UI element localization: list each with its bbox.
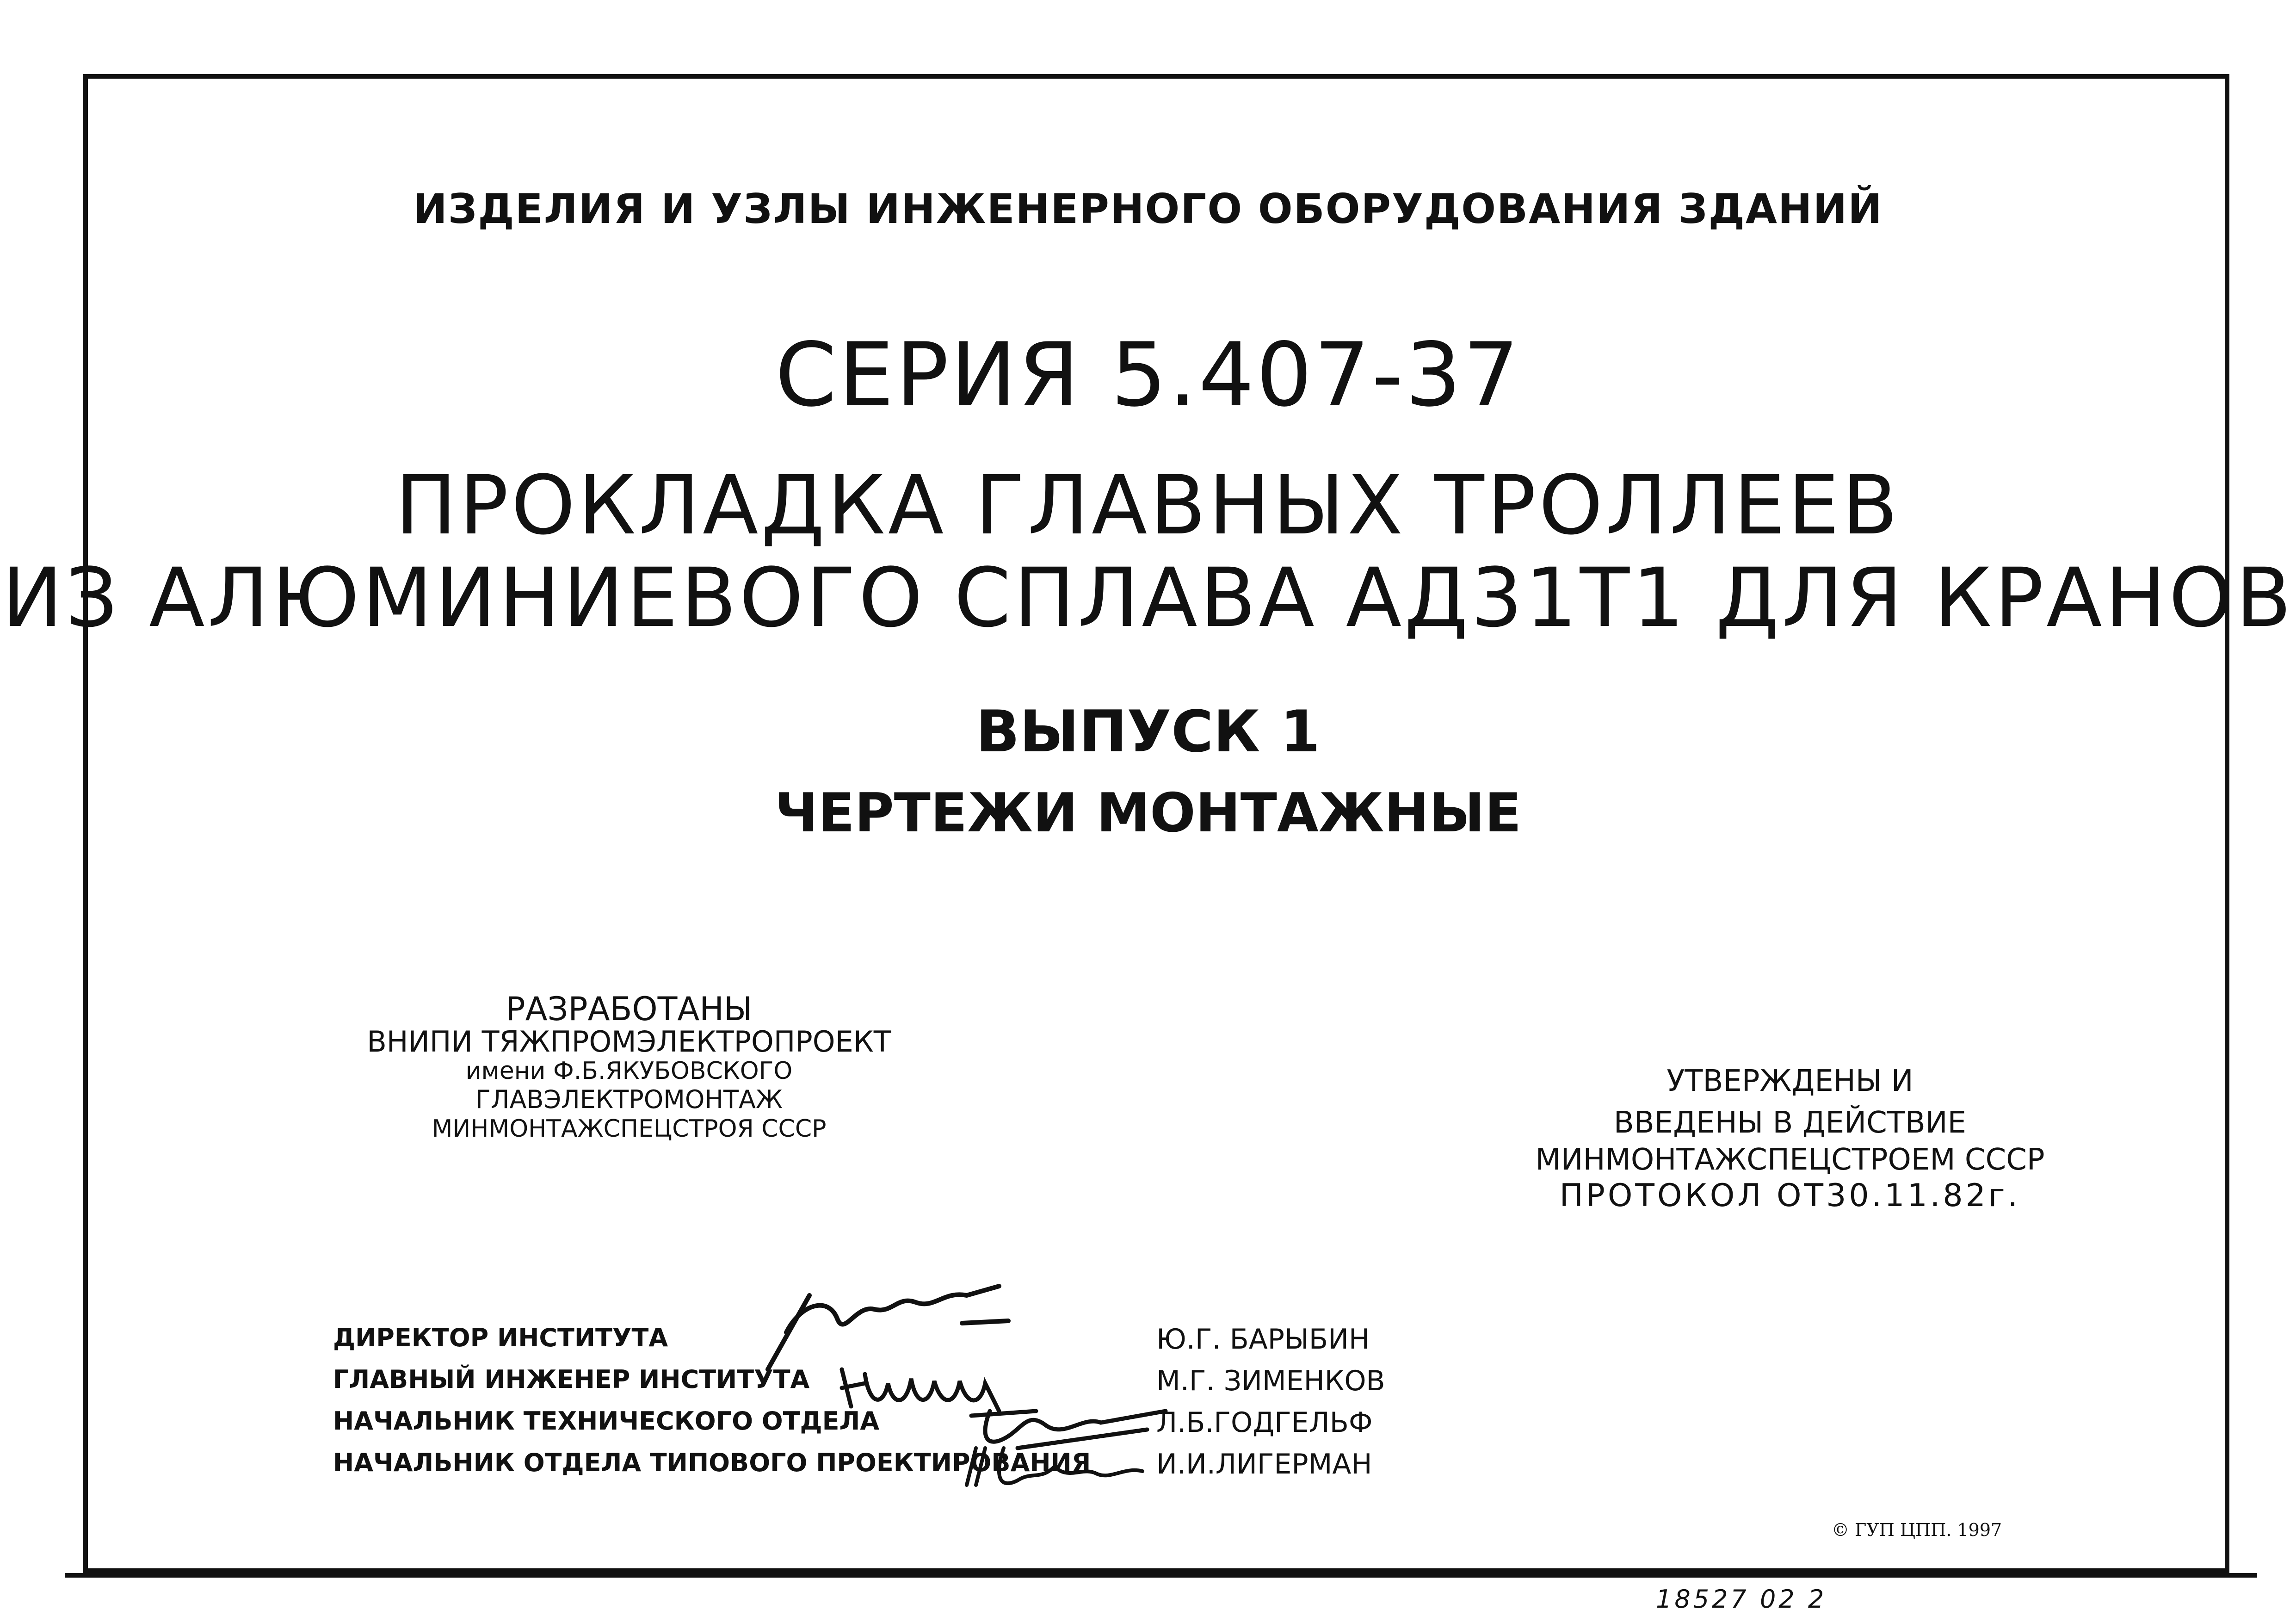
series-number: СЕРИЯ 5.407-37: [775, 324, 1521, 426]
signatory-name: М.Г. ЗИМЕНКОВ: [1156, 1365, 1385, 1397]
main-title-line-1: ПРОКЛАДКА ГЛАВНЫХ ТРОЛЛЕЕВ: [395, 458, 1901, 553]
subtitle: ЧЕРТЕЖИ МОНТАЖНЫЕ: [774, 782, 1522, 844]
developed-by-line: ГЛАВЭЛЕКТРОМОНТАЖ: [475, 1085, 783, 1114]
main-title-line-2: ИЗ АЛЮМИНИЕВОГО СПЛАВА АД31Т1 ДЛЯ КРАНОВ: [1, 551, 2295, 645]
issue-number: ВЫПУСК 1: [975, 699, 1321, 765]
copyright-stamp: © ГУП ЦПП. 1997: [1832, 1520, 2002, 1540]
signatory-name: Л.Б.ГОДГЕЛЬФ: [1156, 1406, 1373, 1439]
approved-by-line: ВВЕДЕНЫ В ДЕЙСТВИЕ: [1613, 1106, 1967, 1140]
signatory-role: НАЧАЛЬНИК ОТДЕЛА ТИПОВОГО ПРОЕКТИРОВАНИЯ: [333, 1448, 1091, 1477]
typical-design-head-signature: [962, 1439, 1147, 1494]
approved-by-line: УТВЕРЖДЕНЫ И: [1666, 1064, 1913, 1098]
signatory-name: Ю.Г. БАРЫБИН: [1156, 1323, 1370, 1356]
approved-by-line: ПРОТОКОЛ ОТ30.11.82г.: [1559, 1177, 2021, 1214]
archive-number: 18527 02 2: [1656, 1585, 1827, 1614]
approved-by-line: МИНМОНТАЖСПЕЦСТРОЕМ СССР: [1535, 1143, 2045, 1177]
signatory-role: ДИРЕКТОР ИНСТИТУТА: [333, 1323, 668, 1352]
signatory-role: ГЛАВНЫЙ ИНЖЕНЕР ИНСТИТУТА: [333, 1365, 810, 1394]
signatory-name: И.И.ЛИГЕРМАН: [1156, 1448, 1372, 1480]
developed-by-line: имени Ф.Б.ЯКУБОВСКОГО: [465, 1057, 793, 1085]
developed-by-line: ВНИПИ ТЯЖПРОМЭЛЕКТРОПРОЕКТ: [367, 1025, 891, 1059]
developed-by-line: МИНМОНТАЖСПЕЦСТРОЯ СССР: [432, 1115, 827, 1143]
frame-bottom-line: [65, 1573, 2257, 1578]
header-title: ИЗДЕЛИЯ И УЗЛЫ ИНЖЕНЕРНОГО ОБОРУДОВАНИЯ ЗДАНИЙ: [413, 185, 1883, 233]
developed-by-line: РАЗРАБОТАНЫ: [506, 990, 753, 1028]
signatory-role: НАЧАЛЬНИК ТЕХНИЧЕСКОГО ОТДЕЛА: [333, 1406, 880, 1436]
